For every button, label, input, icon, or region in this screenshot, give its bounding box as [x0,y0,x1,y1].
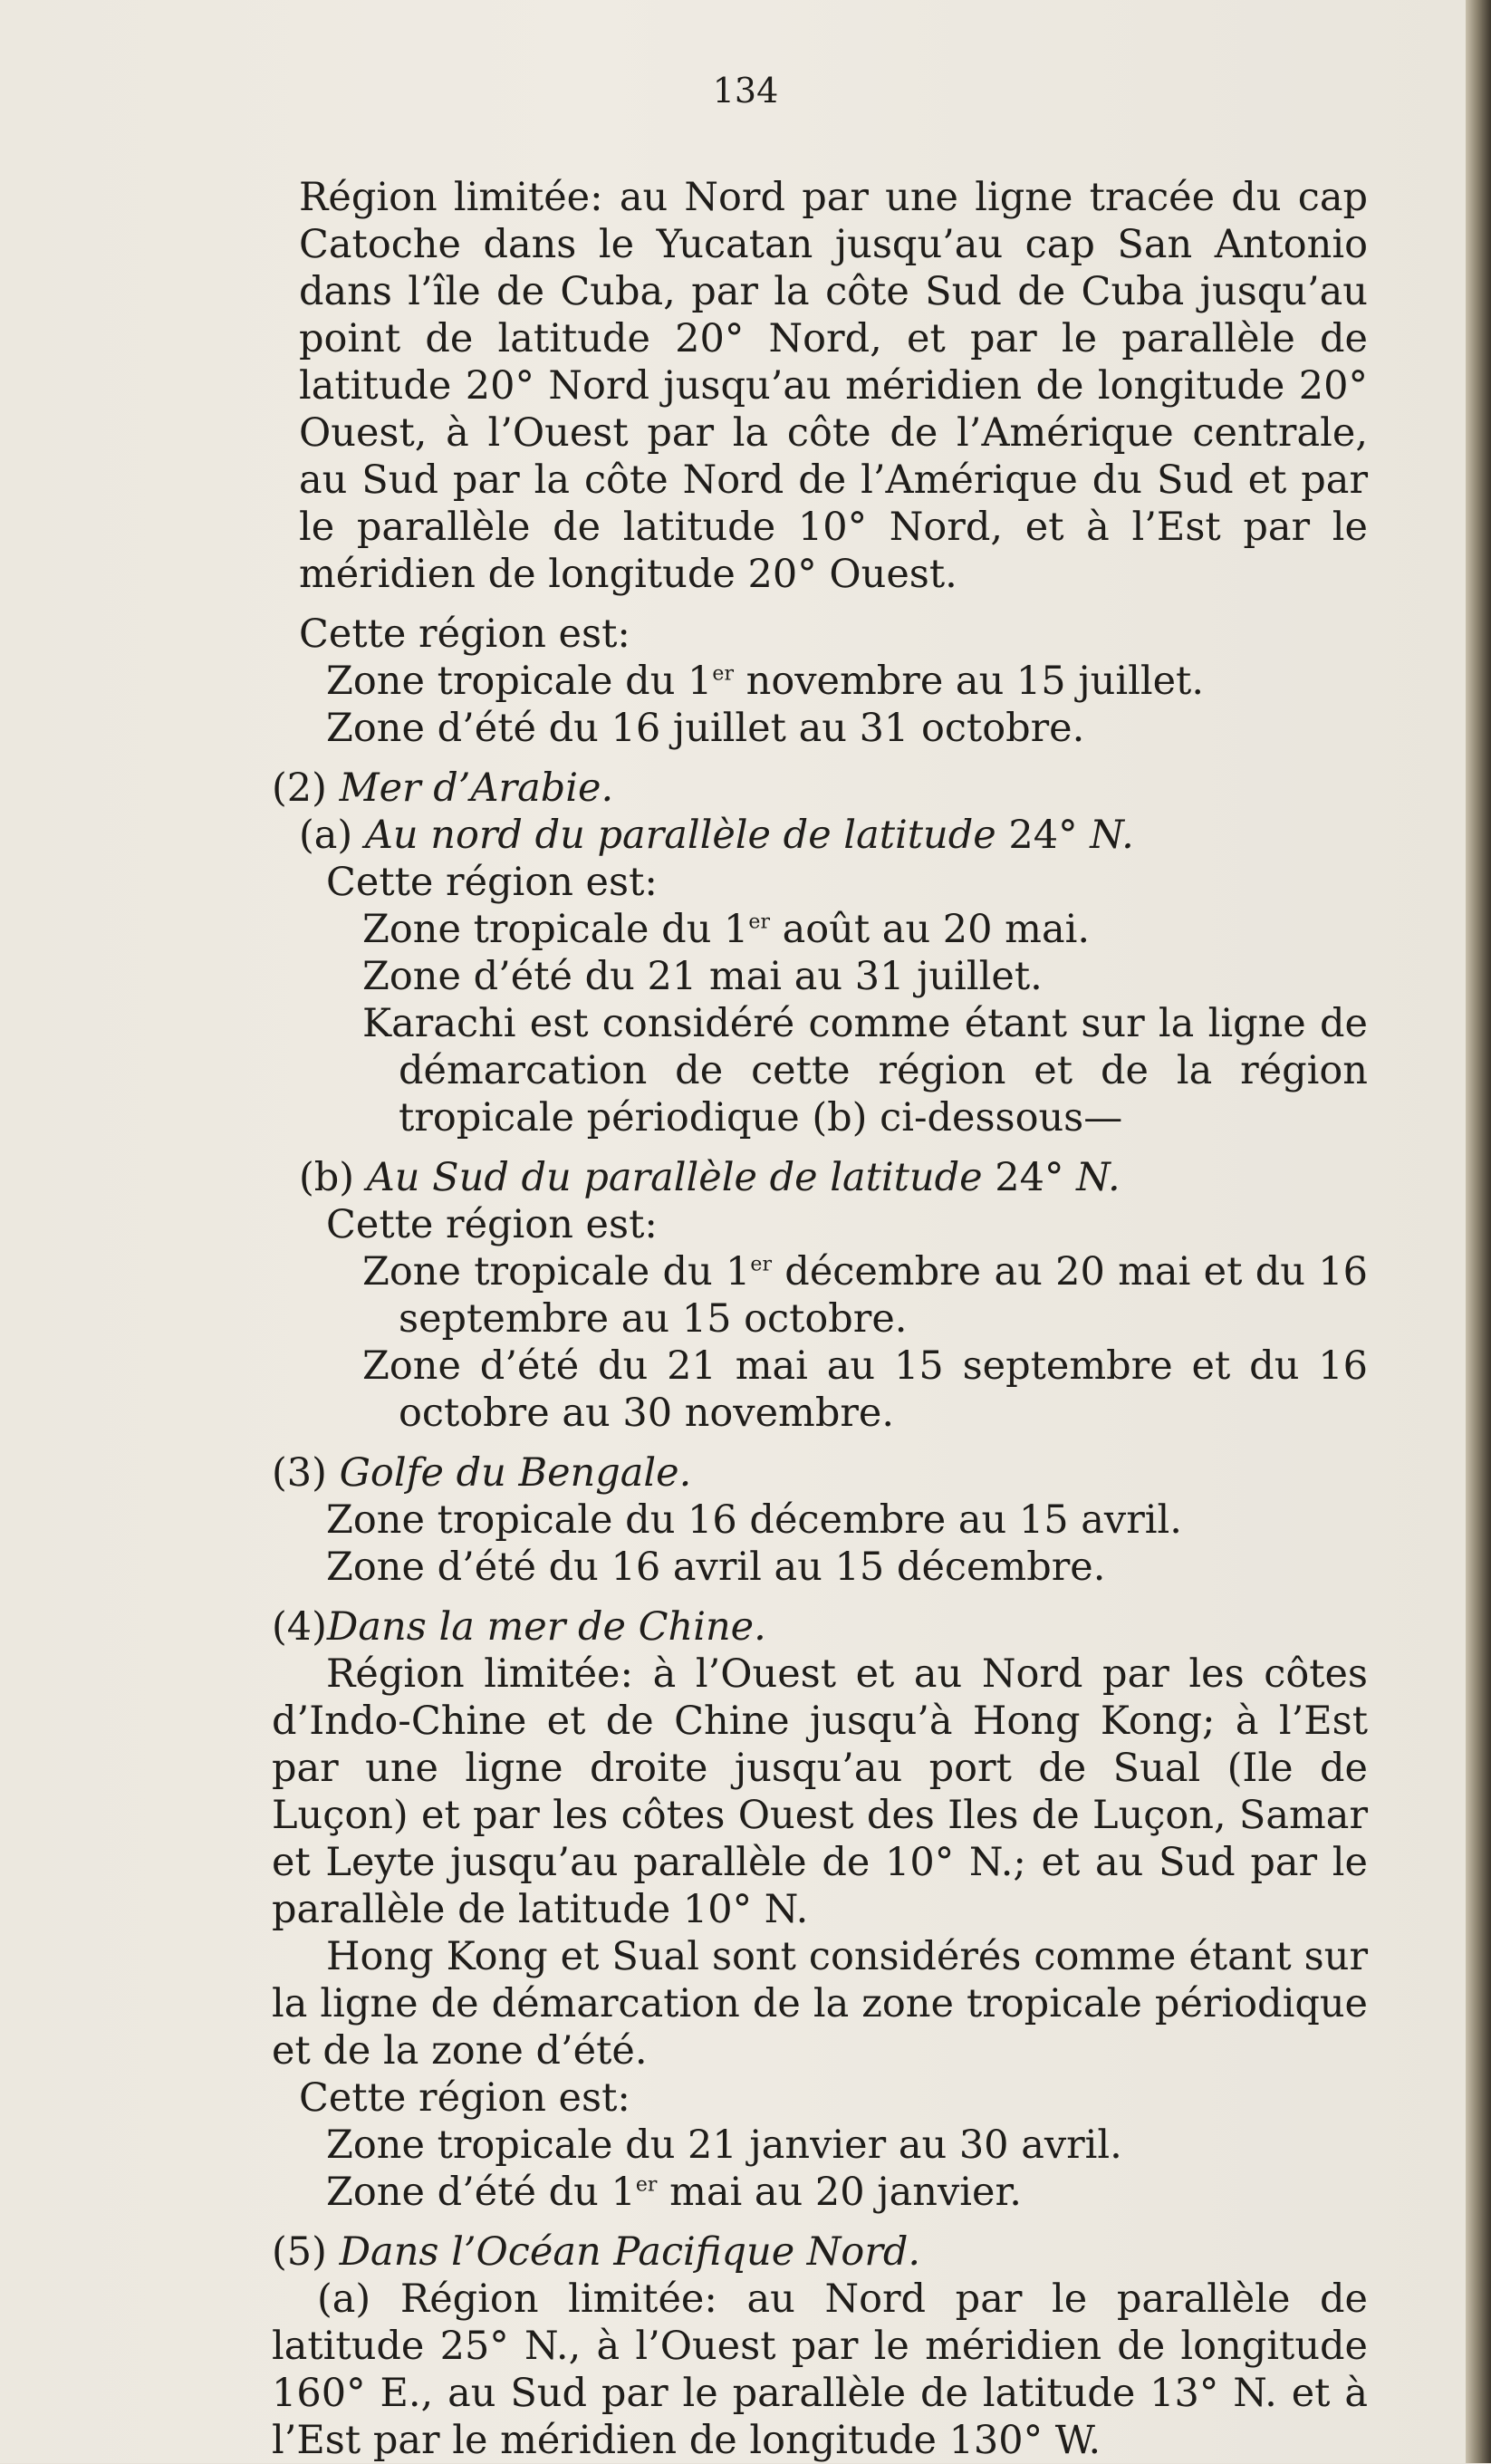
region-intro: Cette région est: [299,2075,630,2121]
tropical-zone-line: Zone tropicale du 21 janvier au 30 avril. [326,2122,1122,2168]
summer-zone-line: Zone d’été du 21 mai au 31 juillet. [362,954,1043,999]
hong-kong-note: Hong Kong et Sual sont considérés comme étant sur la ligne de démarcation de la zone tropicale périodique et de la zone d’été. [272,1934,1368,2074]
subsection-heading-a: (a) Au nord du parallèle de latitude 24° N. [299,813,1134,858]
section-heading-arabia: (2) Mer d’Arabie. [272,765,614,811]
tropical-zone-line: Zone tropicale du 1er août au 20 mai. [362,907,1091,952]
paragraph-region-limits: Région limitée: à l’Ouest et au Nord par les côtes d’Indo-Chine et de Chine jusqu’à Hong Kong; à l’Est par une ligne droite jusqu’au port de Sual (Ile de Luçon) et par les côtes Ouest des Iles de Luçon, Samar et Leyte jusqu’au parallèle de 10° N.; et au Sud par le parallèle de latitude 10° N. [272,1651,1368,1932]
paragraph-region-limits: (a) Région limitée: au Nord par le parallèle de latitude 25° N., à l’Ouest par le méridien de longitude 160° E., au Sud par le parallèle de latitude 13° N. et à l’Est par le méridien de longitude 130° W. [272,2276,1368,2463]
section-heading-china-sea: (4)Dans la mer de Chine. [272,1604,766,1650]
page-text [272,174,1368,2464]
summer-zone-line: Zone d’été du 21 mai au 15 septembre et du 16 octobre au 30 novembre. [362,1343,1368,1436]
subsection-heading-b: (b) Au Sud du parallèle de latitude 24° N. [299,1155,1121,1200]
karachi-note: Karachi est considéré comme étant sur la ligne de démarcation de cette région et de la région tropicale périodique (b) ci-dessous— [362,1001,1368,1141]
tropical-zone-line: Zone tropicale du 1er novembre au 15 juillet. [326,659,1204,704]
summer-zone-line: Zone d’été du 16 avril au 15 décembre. [326,1545,1106,1590]
summer-zone-line: Zone d’été du 16 juillet au 31 octobre. [326,706,1085,751]
region-intro: Cette région est: [299,611,630,657]
section-heading-bengal: (3) Golfe du Bengale. [272,1450,692,1496]
paragraph-region-limits: Région limitée: au Nord par une ligne tracée du cap Catoche dans le Yucatan jusqu’au cap San Antonio dans l’île de Cuba, par la côte Sud de Cuba jusqu’au point de latitude 20° Nord, et par le parallèle de latitude 20° Nord jusqu’au méridien de longitude 20° Ouest, à l’Ouest par la côte de l’Amérique centrale, au Sud par la côte Nord de l’Amérique du Sud et par le parallèle de latitude 10° Nord, et à l’Est par le méridien de longitude 20° Ouest. [299,175,1368,597]
page-number: 134 [712,71,779,111]
tropical-zone-line: Zone tropicale du 16 décembre au 15 avril. [326,1497,1182,1543]
tropical-zone-line: Zone tropicale du 1er décembre au 20 mai et du 16 septembre au 15 octobre. [362,1249,1368,1342]
summer-zone-line: Zone d’été du 1er mai au 20 janvier. [326,2170,1022,2215]
section-heading-pacific: (5) Dans l’Océan Pacifique Nord. [272,2229,921,2275]
page-edge-shadow [1466,0,1491,2463]
region-intro: Cette région est: [326,860,658,905]
region-intro: Cette région est: [326,1202,658,1247]
